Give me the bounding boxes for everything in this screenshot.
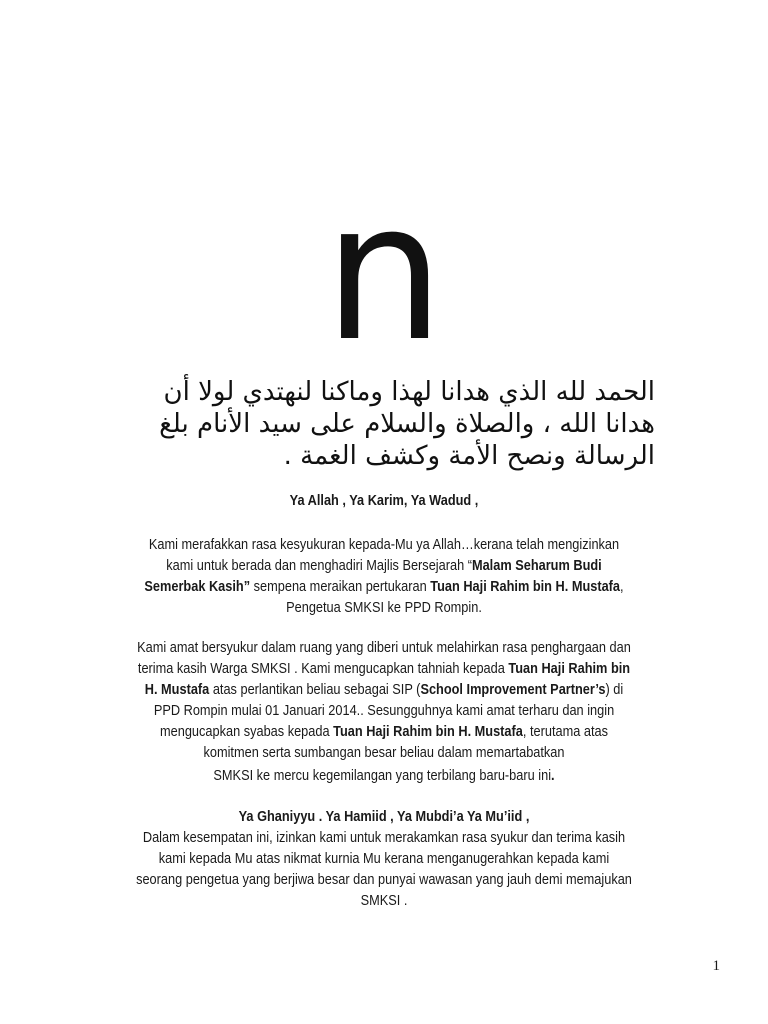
paragraph-closing: Dalam kesempatan ini, izinkan kami untuk merakamkan rasa syukur dan terima kasih kami kepada Mu atas nikmat kurnia Mu kerana menganugerahkan kepada kami seorang pengetua yang berjiwa besar dan punyai wawasan yang jauh demi memajukan SMKSI . (136, 830, 632, 909)
paragraph-smksi (134, 766, 634, 787)
heading-ya-allah: Ya Allah , Ya Karim, Ya Wadud , (289, 493, 479, 509)
principal-name: Tuan Haji Rahim bin H. Mustafa (333, 724, 523, 740)
paragraph-appreciation (134, 638, 634, 764)
paragraph-gratitude (134, 535, 634, 619)
text-run: , terutama atas komitmen serta sumbangan besar beliau dalam memartabatkan (203, 724, 608, 761)
bismillah-glyph: n (323, 162, 445, 383)
text-run: sempena meraikan pertukaran (250, 579, 431, 595)
arabic-line: الحمد لله الذي هدانا لهذا وماكنا لنهتدي لولا أن (163, 377, 655, 407)
text-run: Kami merafakkan rasa kesyukuran kepada-Mu ya Allah…kerana telah mengizinkan kami untuk berada dan menghadiri Majlis Bersejarah “ (148, 537, 620, 574)
principal-name: Tuan Haji Rahim bin H. Mustafa (430, 579, 621, 595)
sip-title: School Improvement Partner’s (420, 682, 606, 698)
text-run: , Pengetua SMKSI ke PPD Rompin. (286, 579, 624, 616)
text-run: atas perlantikan beliau sebagai SIP ( (209, 682, 421, 698)
arabic-opening-prayer (110, 376, 655, 472)
closing-section (134, 807, 634, 912)
heading-ya-ghaniyyu: Ya Ghaniyyu . Ya Hamiid , Ya Mubdi’a Ya Mu’iid , (238, 809, 530, 825)
text-run: SMKSI ke mercu kegemilangan yang terbilang baru-baru ini (213, 768, 552, 784)
period: . (551, 768, 555, 784)
text-run: Kami amat bersyukur dalam ruang yang diberi untuk melahirkan rasa penghargaan dan terima kasih Warga SMKSI . Kami mengucapkan tahniah kepada (137, 640, 631, 677)
event-name: Malam Seharum Budi Semerbak Kasih” (144, 558, 602, 595)
text-run: ) di PPD Rompin mulai 01 Januari 2014.. Sesungguhnya kami amat terharu dan ingin mengucapkan syabas kepada (153, 682, 624, 740)
arabic-line: الرسالة ونصح الأمة وكشف الغمة . (283, 441, 655, 471)
arabic-line: هدانا الله ، والصلاة والسلام على سيد الأنام بلغ (159, 409, 655, 439)
page-number: 1 (712, 958, 720, 974)
principal-name: Tuan Haji Rahim bin H. Mustafa (144, 661, 631, 698)
